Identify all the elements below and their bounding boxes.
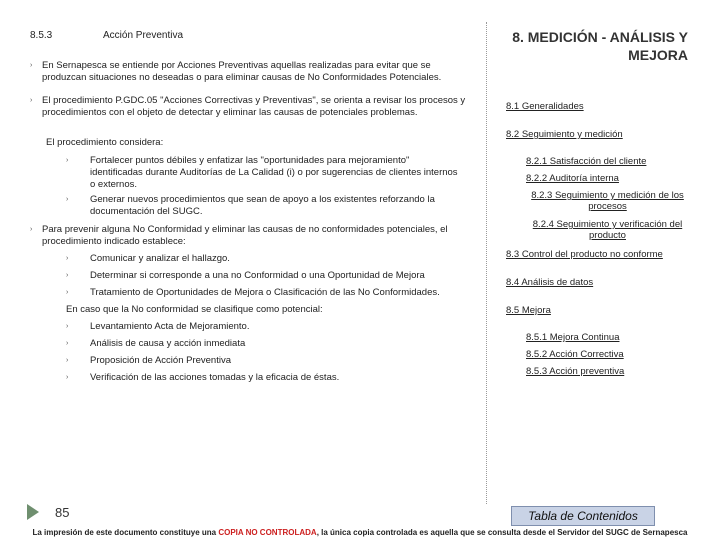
toc-link-8-5-1[interactable]: 8.5.1 Mejora Continua <box>526 332 620 343</box>
toc-link-8-2-3[interactable]: 8.2.3 Seguimiento y medición de los procesos <box>531 190 684 212</box>
bullet-icon: › <box>66 255 69 262</box>
bullet-icon: › <box>66 196 69 203</box>
bullet-icon: › <box>66 357 69 364</box>
bullet-icon: › <box>30 97 33 104</box>
bullet-icon: › <box>66 272 69 279</box>
bullet-icon: › <box>66 323 69 330</box>
footer-text-uncontrolled: COPIA NO CONTROLADA <box>218 528 317 537</box>
footer-text-post: , la única copia controlada es aquella que se consulta desde el Servidor del SUGC de Sernapesca <box>316 528 688 537</box>
toc-link-8-5-2[interactable]: 8.5.2 Acción Correctiva <box>526 349 624 360</box>
page-number: 85 <box>55 505 70 520</box>
step-comunicar: › Comunicar y analizar el hallazgo. <box>66 253 230 264</box>
bullet-prevenir: › Para prevenir alguna No Conformidad y eliminar las causas de no conformidades potenciales, el procedimiento indicado establece: <box>30 224 448 247</box>
step-determinar: › Determinar si corresponde a una no Conformidad o una Oportunidad de Mejora <box>66 270 425 281</box>
toc-link-8-2-4[interactable]: 8.2.4 Seguimiento y verificación del producto <box>532 219 683 241</box>
step-analisis: › Análisis de causa y acción inmediata <box>66 338 246 349</box>
toc-link-8-5-3[interactable]: 8.5.3 Acción preventiva <box>526 366 625 377</box>
footer-disclaimer <box>0 528 720 537</box>
arrow-icon <box>27 504 39 520</box>
toc-link-8-2-2[interactable]: 8.2.2 Auditoría interna <box>526 173 619 184</box>
considera-label: El procedimiento considera: <box>46 137 164 148</box>
bullet-icon: › <box>66 374 69 381</box>
step-tratamiento: › Tratamiento de Oportunidades de Mejora o Clasificación de las No Conformidades. <box>66 287 440 298</box>
footer-text-pre: La impresión de este documento constituye una <box>32 528 219 537</box>
toc-link-8-1[interactable]: 8.1 Generalidades <box>506 101 584 112</box>
bullet-icon: › <box>66 289 69 296</box>
step-proposicion: › Proposición de Acción Preventiva <box>66 355 231 366</box>
toc-link-8-2[interactable]: 8.2 Seguimiento y medición <box>506 129 623 140</box>
step-verificacion: › Verificación de las acciones tomadas y la eficacia de éstas. <box>66 372 340 383</box>
section-title: Acción Preventiva <box>103 30 184 41</box>
bullet-icon: › <box>30 226 33 233</box>
sub-bullet-generar: › Generar nuevos procedimientos que sean de apoyo a los existentes reforzando la documentación del SUGC. <box>66 194 435 217</box>
column-divider <box>486 22 487 504</box>
chapter-title: 8. MEDICIÓN - ANÁLISIS Y MEJORA <box>512 29 688 63</box>
toc-link-8-4[interactable]: 8.4 Análisis de datos <box>506 277 594 288</box>
step-levantamiento: › Levantamiento Acta de Mejoramiento. <box>66 321 250 332</box>
bullet-icon: › <box>30 62 33 69</box>
bullet-definition: › En Sernapesca se entiende por Acciones Preventivas aquellas realizadas para evitar que se produzcan situaciones no deseadas o para eliminar causas de No Conformidades Potenciales. <box>30 60 442 83</box>
toc-link-8-2-1[interactable]: 8.2.1 Satisfacción del cliente <box>526 156 647 167</box>
table-of-contents-button[interactable]: Tabla de Contenidos <box>511 506 655 526</box>
toc-link-8-3[interactable]: 8.3 Control del producto no conforme <box>506 249 663 260</box>
bullet-icon: › <box>66 157 69 164</box>
bullet-icon: › <box>66 340 69 347</box>
bullet-procedure: › El procedimiento P.GDC.05 "Acciones Correctivas y Preventivas", se orienta a revisar los procesos y procedimientos con el objeto de detectar y eliminar las causas de potenciales problemas. <box>30 95 466 118</box>
sub-bullet-fortalecer: › Fortalecer puntos débiles y enfatizar las "oportunidades para mejoramiento" identificadas durante Auditorías de La Calidad (i) o por sugerencias de clientes internos o externos. <box>66 155 458 190</box>
caso-label: En caso que la No conformidad se clasifique como potencial: <box>66 304 323 315</box>
section-number: 8.5.3 <box>30 30 53 41</box>
toc-link-8-5[interactable]: 8.5 Mejora <box>506 305 551 316</box>
